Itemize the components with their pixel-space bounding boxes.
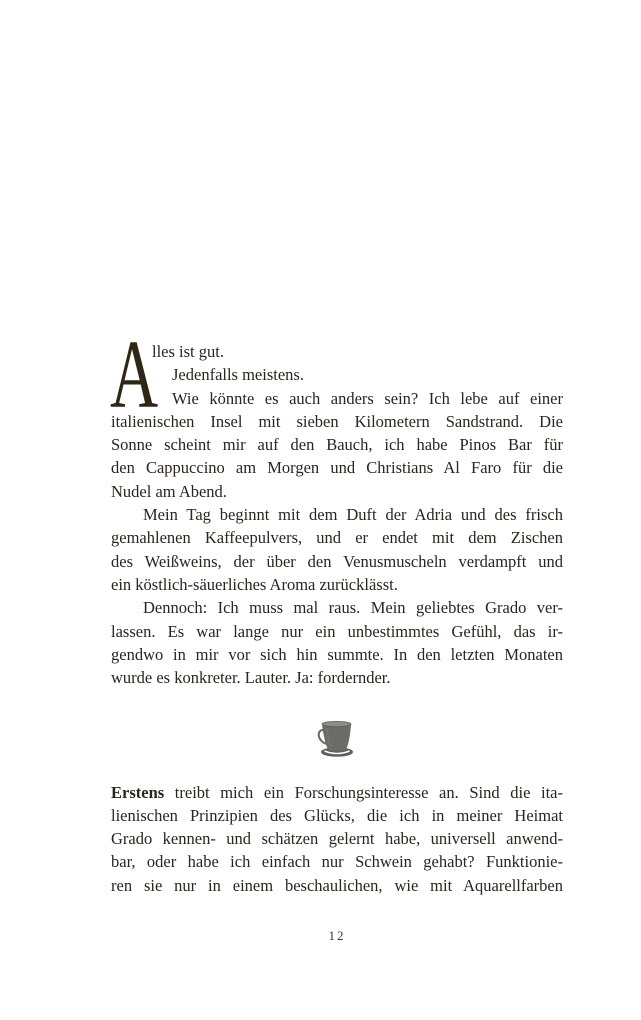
chapter-text-section-1 — [111, 340, 563, 689]
paragraph-line: ein köstlich-säuerliches Aroma zurücklässt. — [111, 574, 398, 594]
paragraph-line: gemahlenen Kaffeepulvers, und er endet mit dem Zischen — [111, 528, 563, 548]
paragraph-line: Wie könnte es auch anders sein? Ich lebe auf einer — [172, 388, 563, 408]
paragraph-line: lles ist gut. — [152, 342, 224, 361]
paragraph-line: bar, oder habe ich einfach nur Schwein gehabt? Funktionie- — [111, 852, 563, 872]
paragraph-line: des Weißweins, der über den Venusmuscheln verdampft und — [111, 551, 563, 571]
paragraph-line: Mein Tag beginnt mit dem Duft der Adria und des frisch — [143, 505, 563, 525]
bold-lead-word: Erstens — [111, 782, 165, 802]
paragraph-line: Sonne scheint mir auf den Bauch, ich habe Pinos Bar für — [111, 435, 563, 455]
paragraph-line: ren sie nur in einem beschaulichen, wie mit Aquarellfarben — [111, 875, 563, 895]
paragraph-line — [111, 781, 563, 804]
paragraph-line: Nudel am Abend. — [111, 481, 227, 501]
paragraph-line: Jedenfalls meistens. — [172, 365, 304, 385]
paragraph-line: lienischen Prinzipien des Glücks, die ich in meiner Heimat — [111, 805, 563, 825]
chapter-text-section-2 — [111, 781, 563, 897]
paragraph-line: gendwo in mir vor sich hin summte. In den letzten Monaten — [111, 644, 563, 664]
paragraph-line: den Cappuccino am Morgen und Christians Al Faro für die — [111, 458, 563, 478]
paragraph-line: lassen. Es war lange nur ein unbestimmtes Gefühl, das ir- — [111, 621, 563, 641]
paragraph-line-rest: treibt mich ein Forschungsinteresse an. Sind die ita- — [164, 782, 563, 802]
drop-cap: A — [110, 321, 159, 429]
paragraph-line: Grado kennen- und schätzen gelernt habe, universell anwend- — [111, 829, 563, 849]
paragraph-line: wurde es konkreter. Lauter. Ja: fordernder. — [111, 668, 391, 688]
page-number: 12 — [328, 928, 346, 943]
paragraph-line: italienischen Insel mit sieben Kilometern Sandstrand. Die — [111, 411, 563, 431]
paragraph-line: Dennoch: Ich muss mal raus. Mein geliebtes Grado ver- — [143, 598, 563, 618]
coffee-cup-icon — [316, 720, 357, 758]
